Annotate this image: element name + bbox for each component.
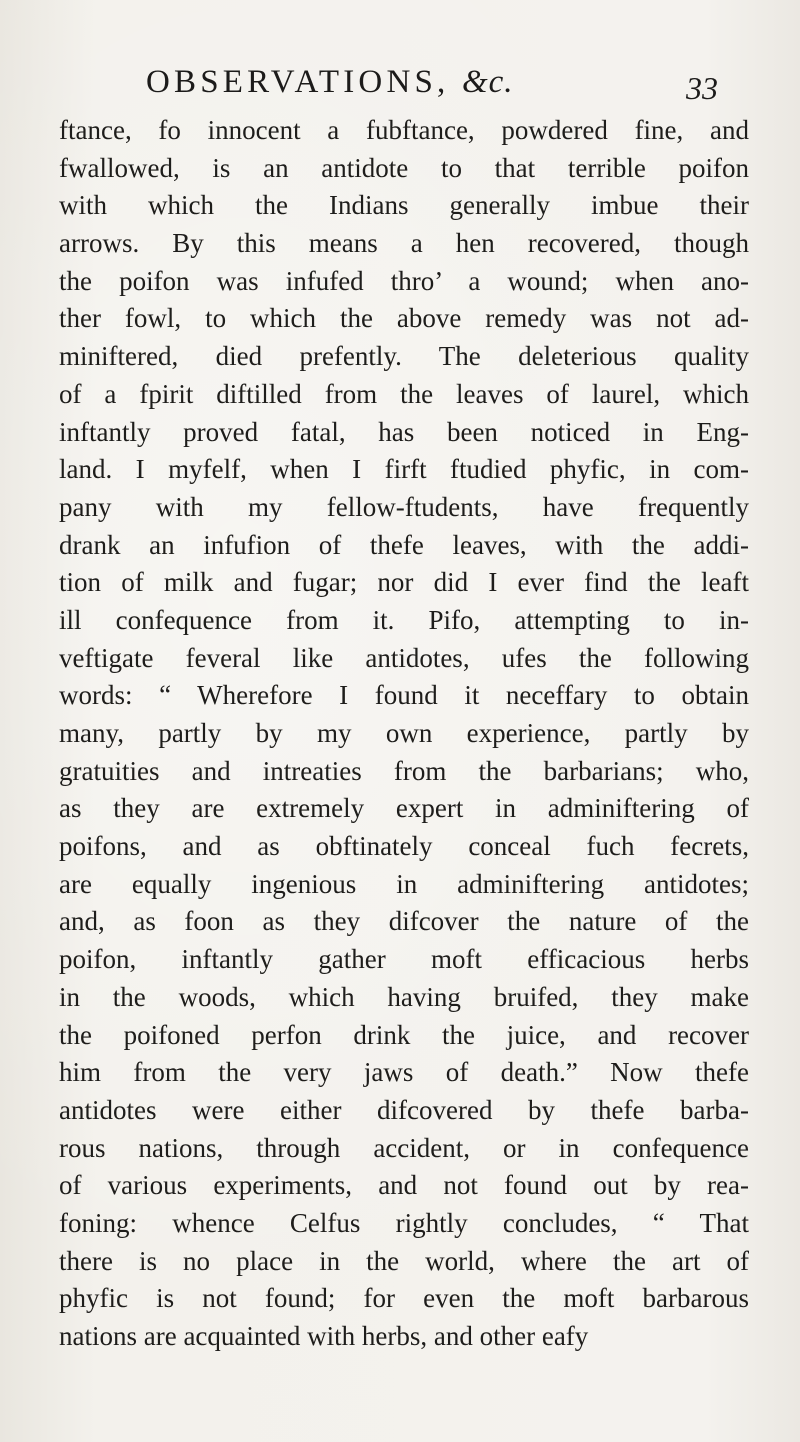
running-title-etc: &c.: [461, 64, 514, 100]
text-line: poifons, and as obftinately conceal fuch fecrets,: [59, 831, 749, 862]
body-text: [59, 112, 749, 1356]
text-line: of a fpirit diftilled from the leaves of laurel, which: [59, 378, 749, 409]
text-line: and, as foon as they difcover the nature of the: [59, 906, 749, 937]
running-head: [146, 64, 746, 114]
text-line: as they are extremely expert in adminiftering of: [59, 793, 749, 824]
text-line: inftantly proved fatal, has been noticed in Eng-: [59, 416, 749, 447]
text-line: tion of milk and fugar; nor did I ever find the leaft: [59, 567, 749, 598]
text-line: the poifon was infufed thro’ a wound; when ano-: [59, 265, 749, 296]
text-line: arrows. By this means a hen recovered, though: [59, 228, 749, 259]
text-line: pany with my fellow-ftudents, have frequently: [59, 491, 749, 522]
text-line: ther fowl, to which the above remedy was not ad-: [59, 303, 749, 334]
text-line: there is no place in the world, where the art of: [59, 1245, 749, 1276]
text-line: words: “ Wherefore I found it neceffary to obtain: [59, 680, 749, 711]
text-line: rous nations, through accident, or in confequence: [59, 1132, 749, 1163]
text-line: ill confequence from it. Pifo, attempting to in-: [59, 604, 749, 635]
text-line: phyfic is not found; for even the moft barbarous: [59, 1283, 749, 1314]
text-line: gratuities and intreaties from the barbarians; who,: [59, 755, 749, 786]
text-line: ftance, fo innocent a fubftance, powdered fine, and: [59, 115, 749, 145]
text-line: in the woods, which having bruifed, they make: [59, 981, 749, 1012]
text-line: many, partly by my own experience, partly by: [59, 718, 749, 748]
text-line: antidotes were either difcovered by thefe barba-: [59, 1094, 749, 1125]
text-line: fwallowed, is an antidote to that terrible poifon: [59, 152, 749, 183]
page-number: 33: [686, 70, 718, 106]
text-line: are equally ingenious in adminiftering antidotes;: [59, 868, 749, 899]
text-line: veftigate feveral like antidotes, ufes the following: [59, 642, 749, 673]
text-line: miniftered, died prefently. The deleterious quality: [59, 341, 749, 372]
running-title-text: OBSERVATIONS,: [146, 64, 450, 100]
text-line: the poifoned perfon drink the juice, and recover: [59, 1019, 749, 1050]
text-line: drank an infufion of thefe leaves, with the addi-: [59, 529, 749, 560]
text-line: with which the Indians generally imbue their: [59, 190, 749, 221]
text-line: land. I myfelf, when I firft ftudied phyfic, in com-: [59, 454, 749, 485]
text-line: poifon, inftantly gather moft efficacious herbs: [59, 944, 749, 975]
text-line: of various experiments, and not found out by rea-: [59, 1170, 749, 1201]
running-title: [146, 64, 514, 101]
text-line: him from the very jaws of death.” Now thefe: [59, 1057, 749, 1088]
text-line: foning: whence Celfus rightly concludes, “ That: [59, 1207, 749, 1238]
text-line: nations are acquainted with herbs, and other eafy: [59, 1321, 589, 1351]
